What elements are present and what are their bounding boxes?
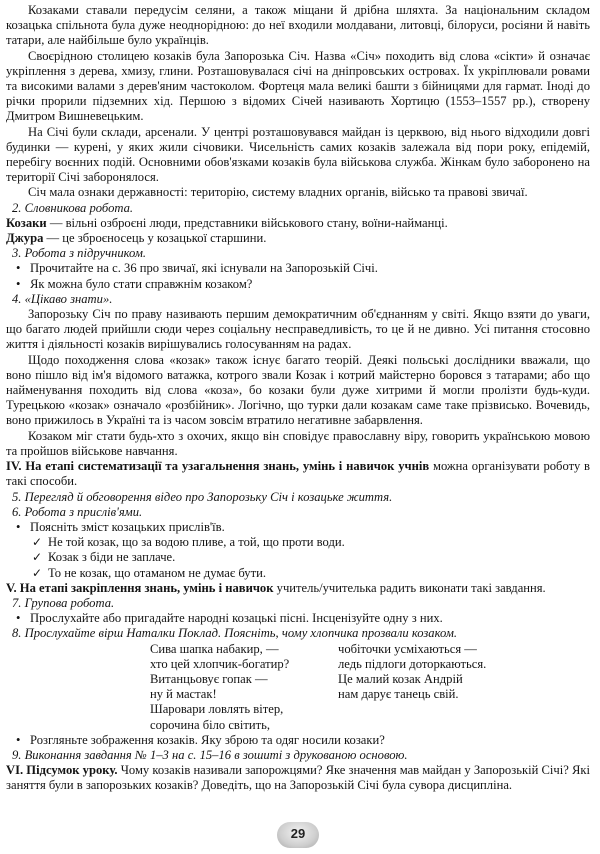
bullet-icon: • xyxy=(16,276,21,291)
paragraph-democracy: Запорозьку Січ по праву називають першим демократичним об'єднанням у світі. Якщо взяти до уваги, що багато людей прийшли сюди через соціальну несправедливість, то це й не дивно. Усі питання стосовно життя і діяльності козаків вирішувались голосуванням на радах. xyxy=(6,307,590,352)
heading-video-discussion: 5. Перегляд й обговорення відео про Запорозьку Січ і козацьке життя. xyxy=(12,489,393,504)
stage-systematization-title: IV. На етапі систематизації та узагальнення знань, умінь і навичок учнів xyxy=(6,459,430,474)
stage-summary xyxy=(6,763,590,793)
paragraph-sich-capital: Своєрідною столицею козаків була Запорозька Січ. Назва «Січ» походить від слова «сікти» й означає укріплення з дерева, хмизу, глини. Розташовувалася січі на дніпровських островах. Їх укріплювали ровами та високими валами з дерев'яним частоколом. Фортеця мала великі башти з бійницями для гармат. Іноді до річки прорили підземних хід. Першою з відомих Січей називають Хортицю (1553–1557 рр.), створену Дмитром Вишневецьким. xyxy=(6,48,590,124)
poem-line: Сива шапка набакир, — xyxy=(150,641,279,656)
heading-textbook-work: 3. Робота з підручником. xyxy=(12,246,147,261)
list-item xyxy=(6,277,590,292)
page-number: 29 xyxy=(290,826,306,841)
heading-poem-task: 8. Прослухайте вірш Наталки Поклад. Поясніть, чому хлопчика прозвали козаком. xyxy=(12,626,458,641)
list-item-text: Як можна було стати справжнім козаком? xyxy=(30,276,253,291)
paragraph-sich-statehood: Січ мала ознаки державності: територію, систему владних органів, військо та правові звичаї. xyxy=(28,185,528,200)
poem-column-right xyxy=(338,642,568,733)
paragraph-sich-structure: На Січі були склади, арсенали. У центрі розташовувався майдан із церквою, від нього відходили довгі будинки — курені, у яких жили січовики. Чисельність самих козаків залежала від пори року, епідемій, перебігу воєнних подій. Основними обов'язками козаків була військова служба. Жінкам було заборонено на території Січі заборонялося. xyxy=(6,124,590,185)
paragraph-cossack-origins: Козаками ставали передусім селяни, а також міщани й дрібна шляхта. За національним складом козацька спільнота була дуже неоднорідною: до неї входили молдавани, литовці, білоруси, росіяни й навіть татари, але найбільше було українців. xyxy=(6,3,590,48)
page-content xyxy=(6,3,590,794)
list-item-text: Поясніть зміст козацьких прислів'їв. xyxy=(30,519,225,534)
poem-line: Витанцьовує гопак — xyxy=(150,671,268,686)
paragraph-becoming-cossack: Козаком міг стати будь-хто з охочих, якщо він сповідує православну віру, говорить українською мовою та пройшов військове навчання. xyxy=(6,428,590,458)
paragraph-word-origin: Щодо походження слова «козак» також існує багато теорій. Деякі польські дослідники вважали, що воно пішло від ім'я відомого ватажка, котрого звали Козак і котрий майстерно боровся з татарами; або що найменування походить від слова «коза», бо козаки були дуже хитрими й могли пролізти будь-куди. Турецькою «козак» означало «розбійник». Логічно, що турки дали козакам саме таке прізвисько. Вочевидь, воно прижилось в Україні та із часом зовсім втратило негативне забарвлення. xyxy=(6,352,590,428)
bullet-icon: • xyxy=(16,732,21,747)
proverb-item xyxy=(6,535,590,550)
poem-line: сорочина біло світить, xyxy=(150,717,271,732)
poem-line: чобіточки усміхаються — xyxy=(338,641,477,656)
list-item-text: Прослухайте або пригадайте народні козацькі пісні. Інсценізуйте одну з них. xyxy=(30,611,443,626)
heading-vocabulary-work: 2. Словникова робота. xyxy=(12,200,134,215)
poem-line: хто цей хлопчик-богатир? xyxy=(150,656,290,671)
heading-group-work: 7. Групова робота. xyxy=(12,595,115,610)
bullet-icon: • xyxy=(16,261,21,276)
proverb-item xyxy=(6,550,590,565)
stage-systematization-text: можна організувати роботу в такі способи. xyxy=(6,459,590,489)
list-item xyxy=(6,611,590,626)
poem-line: Це малий козак Андрій xyxy=(338,671,463,686)
list-item-text: Прочитайте на с. 36 про звичаї, які існували на Запорозькій Січі. xyxy=(30,261,378,276)
poem-line: Шаровари ловлять вітер, xyxy=(150,702,284,717)
proverb-text: Козак з біди не заплаче. xyxy=(48,550,176,565)
checkmark-icon: ✓ xyxy=(32,550,43,565)
list-item xyxy=(6,520,590,535)
stage-systematization xyxy=(6,459,590,489)
stage-consolidation-text: учитель/учителька радить виконати такі завдання. xyxy=(273,580,546,595)
heading-interesting-facts: 4. «Цікаво знати». xyxy=(12,291,113,306)
proverb-text: То не козак, що отаманом не думає бути. xyxy=(48,565,266,580)
stage-summary-title: VI. Підсумок уроку. xyxy=(6,763,118,778)
proverb-item xyxy=(6,566,590,581)
poem-line: ледь підлоги доторкаються. xyxy=(338,656,487,671)
list-item xyxy=(6,733,590,748)
poem xyxy=(6,642,590,733)
bullet-icon: • xyxy=(16,519,21,534)
stage-consolidation xyxy=(6,581,590,596)
page-number-badge xyxy=(277,822,319,848)
definition-dzhura-text: — це зброєносець у козацької старшини. xyxy=(43,231,267,246)
poem-line: ну й мастак! xyxy=(150,687,217,702)
heading-workbook-task: 9. Виконання завдання № 1–3 на с. 15–16 в зошиті з друкованою основою. xyxy=(12,747,408,762)
term-kozaky: Козаки xyxy=(6,215,47,230)
stage-summary-text: Чому козаків називали запорожцями? Яке значення мав майдан у Запорозькій Січі? Які заняття були в запорозьких козаків? Доведіть, що на Запорозькій Січі була сувора дисципліна. xyxy=(6,763,590,793)
poem-column-left xyxy=(150,642,338,733)
poem-line: нам дарує танець свій. xyxy=(338,687,459,702)
term-dzhura: Джура xyxy=(6,231,44,246)
checkmark-icon: ✓ xyxy=(32,565,43,580)
checkmark-icon: ✓ xyxy=(32,535,43,550)
stage-consolidation-title: V. На етапі закріплення знань, умінь і навичок xyxy=(6,580,274,595)
definition-kozaky xyxy=(6,216,590,231)
definition-kozaky-text: — вільні озброєні люди, представники військового стану, воїни-найманці. xyxy=(46,215,448,230)
heading-proverbs: 6. Робота з прислів'ями. xyxy=(12,504,143,519)
proverb-text: Не той козак, що за водою пливе, а той, що проти води. xyxy=(48,535,345,550)
definition-dzhura xyxy=(6,231,590,246)
list-item-text: Розгляньте зображення козаків. Яку зброю та одяг носили козаки? xyxy=(30,732,385,747)
bullet-icon: • xyxy=(16,611,21,626)
list-item xyxy=(6,261,590,276)
